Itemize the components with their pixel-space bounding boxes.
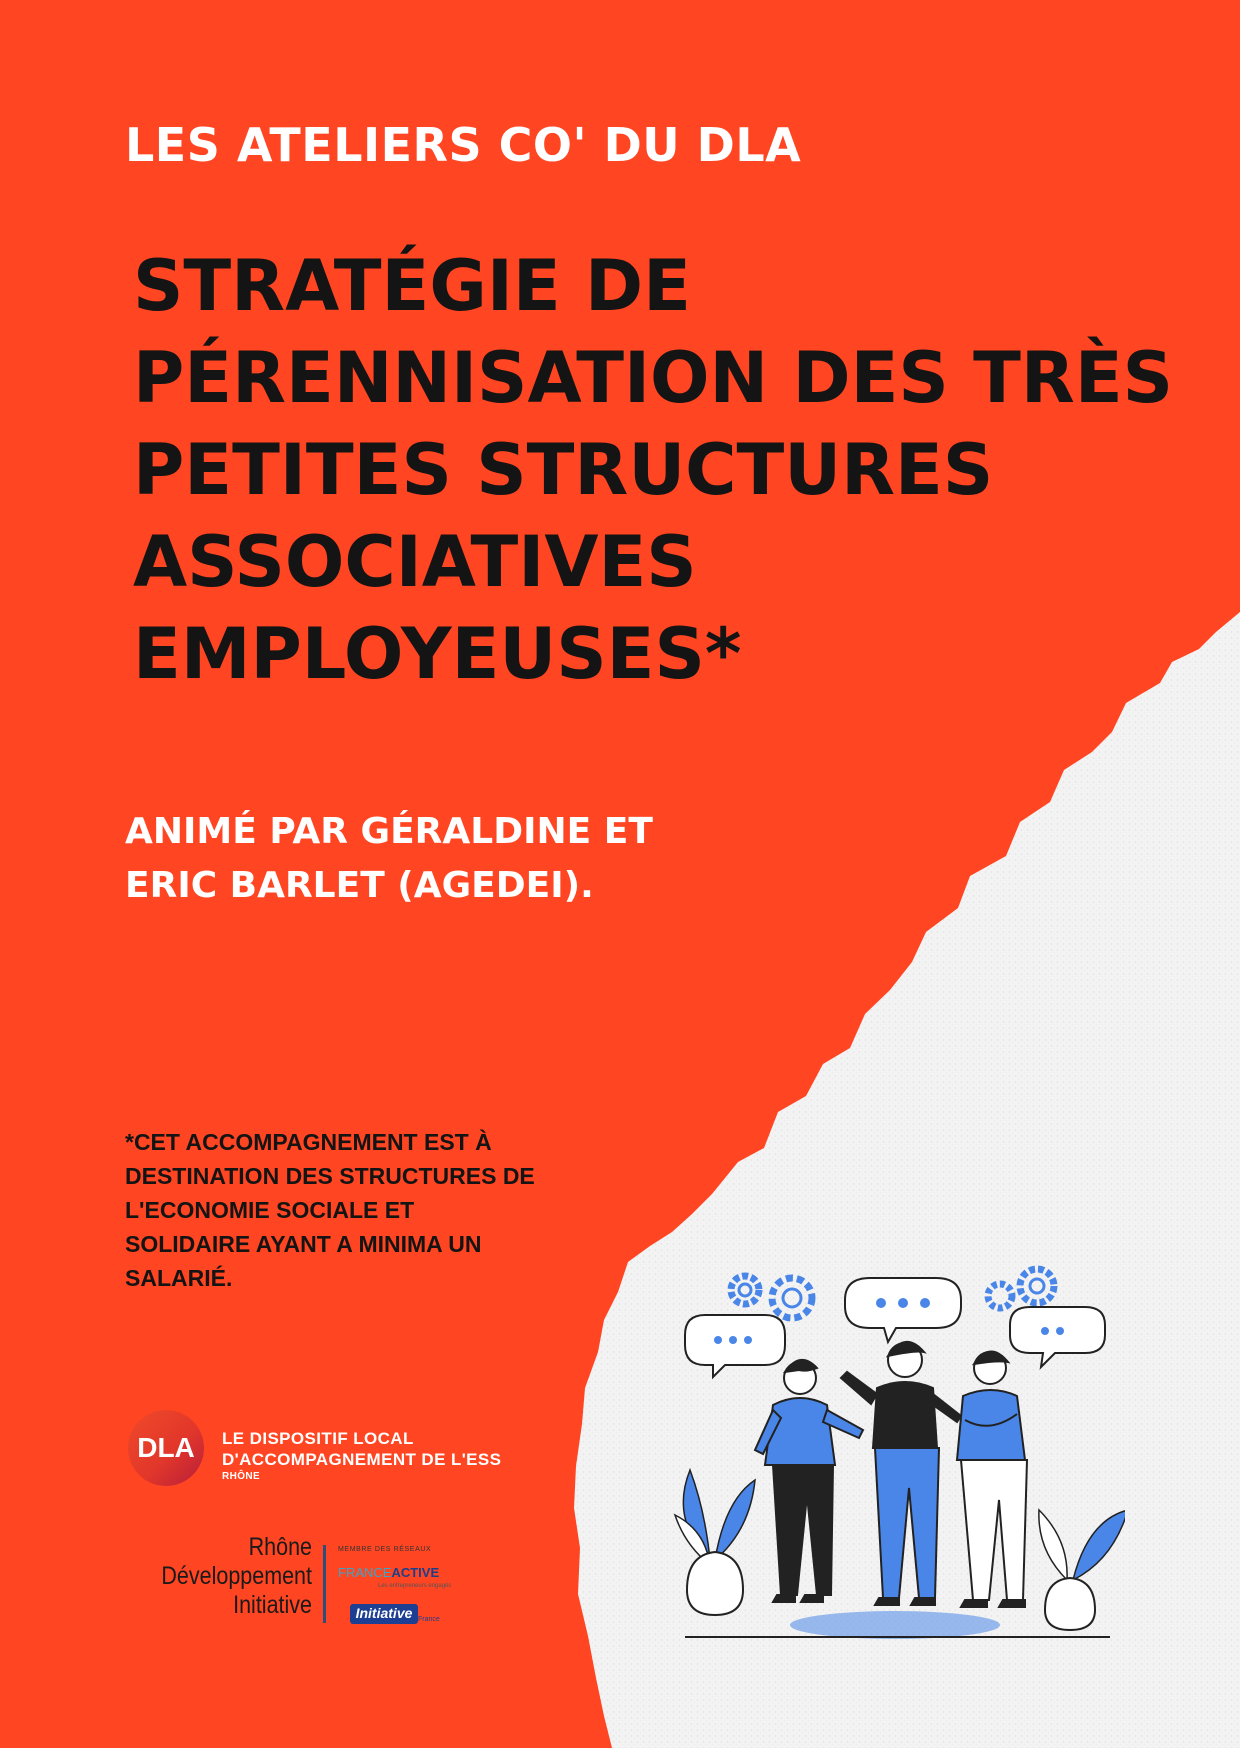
- france-active-word1: FRANCE: [338, 1565, 392, 1580]
- presenter-line: ERIC BARLET (AGEDEI).: [125, 865, 594, 906]
- main-title: [133, 240, 1174, 700]
- dla-logo-mark: DLA: [137, 1432, 195, 1463]
- footnote-line: *CET ACCOMPAGNEMENT EST À: [125, 1129, 492, 1155]
- rdi-logo-text: [147, 1533, 312, 1620]
- title-line: PÉRENNISATION DES TRÈS: [133, 337, 1174, 419]
- rdi-line: Développement: [161, 1562, 312, 1590]
- title-line: STRATÉGIE DE: [133, 245, 691, 327]
- dla-region: RHÔNE: [222, 1471, 261, 1482]
- france-active-logo: [338, 1565, 439, 1580]
- dla-line: LE DISPOSITIF LOCAL: [222, 1429, 414, 1448]
- initiative-wordmark: Initiative: [355, 1605, 413, 1621]
- footnote-line: SALARIÉ.: [125, 1265, 233, 1291]
- rdi-line: Rhône: [248, 1533, 312, 1561]
- dla-line: D'ACCOMPAGNEMENT DE L'ESS: [222, 1450, 502, 1469]
- footnote-line: DESTINATION DES STRUCTURES DE: [125, 1163, 535, 1189]
- title-line: PETITES STRUCTURES: [133, 429, 994, 511]
- initiative-france-sub: France: [418, 1616, 440, 1623]
- dla-description: [222, 1428, 501, 1484]
- team-discussion-illustration: [665, 1260, 1125, 1640]
- person-middle: [841, 1342, 961, 1605]
- series-title: LES ATELIERS CO' DU DLA: [125, 118, 802, 172]
- footnote-line: L'ECONOMIE SOCIALE ET: [125, 1197, 415, 1223]
- person-right: [957, 1351, 1027, 1607]
- presenter-line: ANIMÉ PAR GÉRALDINE ET: [125, 811, 653, 852]
- initiative-france-logo: [350, 1604, 418, 1624]
- eligibility-footnote: [125, 1125, 535, 1295]
- rdi-line: Initiative: [233, 1591, 312, 1619]
- title-line: ASSOCIATIVES: [133, 521, 697, 603]
- dla-logo: [128, 1410, 204, 1486]
- person-left: [755, 1360, 863, 1602]
- france-active-word2: ACTIVE: [391, 1565, 440, 1580]
- footnote-line: SOLIDAIRE AYANT A MINIMA UN: [125, 1231, 482, 1257]
- presenter-credit: [125, 805, 653, 913]
- logo-divider: [323, 1545, 326, 1623]
- france-active-tagline: Les entrepreneurs engagés: [378, 1583, 452, 1589]
- network-label: MEMBRE DES RÉSEAUX: [338, 1546, 432, 1553]
- title-line: EMPLOYEUSES*: [133, 613, 742, 695]
